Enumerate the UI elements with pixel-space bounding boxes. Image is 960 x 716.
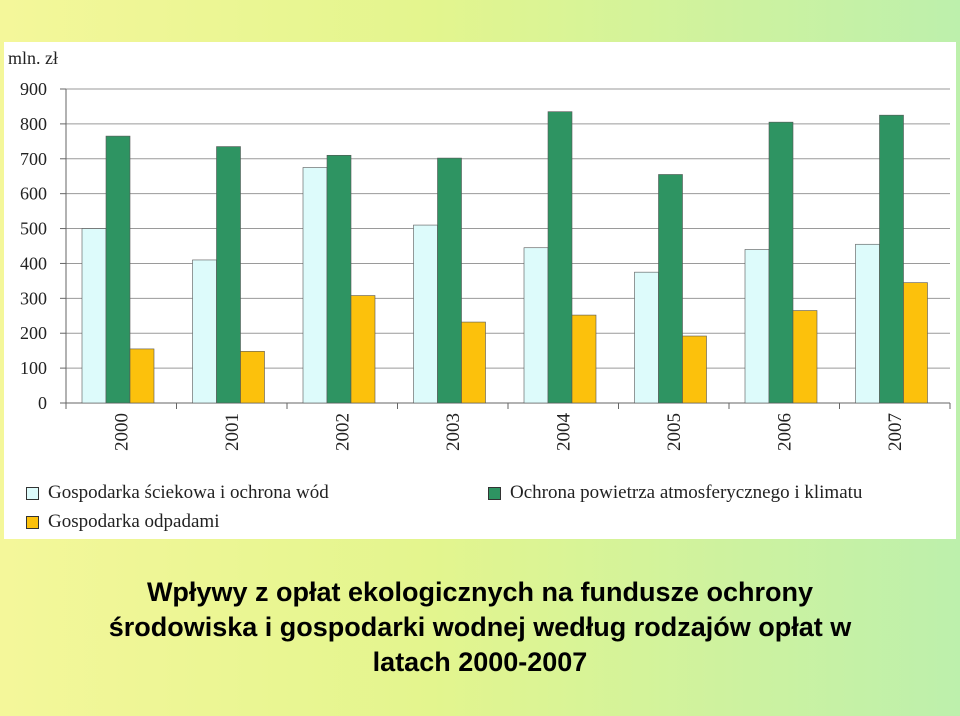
- bar: [548, 112, 572, 403]
- y-tick-label: 700: [20, 148, 47, 169]
- bar: [351, 296, 375, 403]
- bar: [769, 122, 793, 403]
- legend-swatch: [26, 516, 39, 529]
- bar: [241, 351, 265, 403]
- x-tick-label: 2007: [884, 413, 906, 451]
- bar: [82, 229, 106, 403]
- bar: [524, 248, 548, 403]
- legend-label: Gospodarka ściekowa i ochrona wód: [48, 482, 329, 503]
- bar: [462, 322, 486, 403]
- x-tick-label: 2003: [442, 413, 464, 451]
- bar: [659, 174, 683, 403]
- legend-swatch: [26, 487, 39, 500]
- bar: [414, 225, 438, 403]
- y-tick-label: 900: [20, 79, 47, 99]
- y-tick-label: 100: [20, 358, 47, 379]
- legend-label: Ochrona powietrza atmosferycznego i klimatu: [510, 482, 863, 503]
- legend-item-series-1: [488, 482, 862, 504]
- bar: [438, 158, 462, 403]
- title-line-3: latach 2000-2007: [372, 647, 588, 677]
- legend-item-series-2: [26, 511, 219, 533]
- y-tick-label: 300: [20, 288, 47, 309]
- x-tick-label: 2004: [553, 413, 575, 451]
- bar: [217, 147, 241, 403]
- legend-item-series-0: [26, 482, 329, 504]
- x-tick-label: 2001: [221, 413, 243, 451]
- bar: [904, 283, 928, 403]
- y-tick-label: 600: [20, 183, 47, 204]
- y-axis-label: mln. zł: [8, 48, 58, 68]
- bar: [745, 249, 769, 403]
- y-tick-label: 400: [20, 253, 47, 274]
- y-tick-label: 200: [20, 323, 47, 344]
- x-tick-label: 2000: [111, 413, 133, 451]
- bar: [106, 136, 130, 403]
- bar: [635, 272, 659, 403]
- bar: [193, 260, 217, 403]
- x-tick-label: 2006: [774, 413, 796, 451]
- x-tick-label: 2005: [663, 413, 685, 451]
- legend-swatch: [488, 487, 501, 500]
- bar-chart: [4, 42, 956, 539]
- bar: [793, 311, 817, 403]
- bar: [683, 336, 707, 403]
- y-tick-label: 0: [38, 393, 47, 413]
- bar: [572, 315, 596, 403]
- title-line-2: środowiska i gospodarki wodnej według rodzajów opłat w: [108, 612, 852, 642]
- bar: [880, 115, 904, 403]
- y-tick-label: 500: [20, 218, 47, 239]
- y-tick-label: 800: [20, 113, 47, 134]
- slide-title: [0, 575, 960, 695]
- title-line-1: Wpływy z opłat ekologicznych na fundusze ochrony: [146, 577, 814, 607]
- bar: [856, 244, 880, 403]
- bar: [303, 168, 327, 404]
- chart-panel: [4, 42, 956, 539]
- bar: [327, 155, 351, 403]
- x-tick-label: 2002: [332, 413, 354, 451]
- bar: [130, 349, 154, 403]
- legend-label: Gospodarka odpadami: [48, 511, 220, 532]
